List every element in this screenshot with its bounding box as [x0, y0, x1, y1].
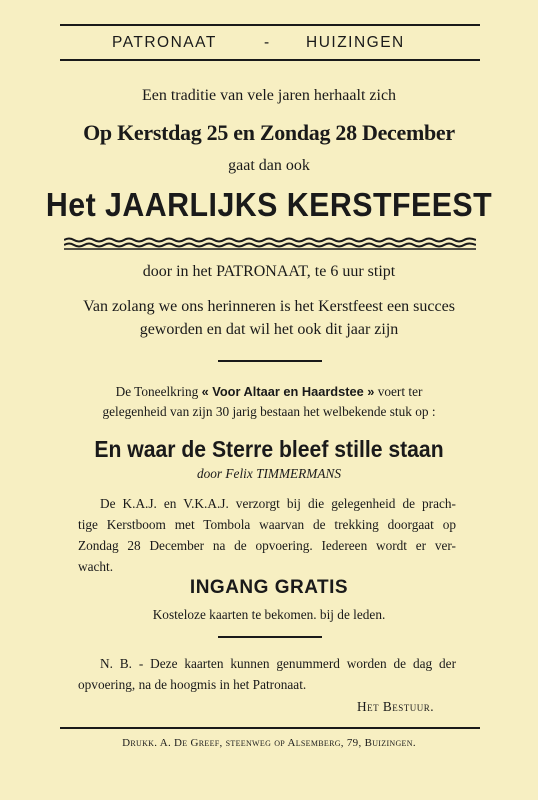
- kaj-line-2: tige Kerstboom met Tombola waarvan de trekking doorgaat op: [78, 517, 456, 532]
- success-line-2: geworden en dat wil het ook dit jaar zijn: [139, 321, 399, 338]
- entry-free-heading: INGANG GRATIS: [189, 577, 349, 598]
- top-rule: [60, 24, 480, 26]
- author-name: TIMMERMANS: [256, 466, 342, 481]
- wavy-underline: [64, 237, 476, 251]
- signature: Het Bestuur.: [357, 699, 435, 714]
- kaj-line-3: Zondag 28 December na de opvoering. Iedereen wordt er ver-: [78, 538, 456, 553]
- header-left: PATRONAAT: [112, 34, 217, 51]
- play-title: En waar de Sterre bleef stille staan: [94, 436, 444, 462]
- bottom-rule: [60, 727, 480, 729]
- theatre-intro: De Toneelkring: [115, 384, 199, 399]
- divider-2: [218, 636, 322, 638]
- kaj-line-1: De K.A.J. en V.K.A.J. verzorgt bij die gelegenheid de prach-: [100, 496, 456, 511]
- theatre-line-1: [0, 384, 538, 400]
- author-prefix: door Felix: [196, 466, 253, 481]
- nb-line-2: opvoering, na de hoogmis in het Patronaat.: [78, 677, 307, 692]
- nb-line-1: N. B. - Deze kaarten kunnen genummerd worden de dag der: [100, 656, 456, 671]
- theatre-line-2: gelegenheid van zijn 30 jarig bestaan het welbekende stuk op :: [102, 404, 436, 419]
- success-line-1: Van zolang we ons herinneren is het Kerstfeest een succes: [83, 298, 455, 315]
- main-title: Het JAARLIJKS KERSTFEEST: [45, 186, 493, 223]
- header-rule: [60, 59, 480, 61]
- location-text: door in het PATRONAAT, te 6 uur stipt: [142, 263, 396, 280]
- header-dash: -: [264, 34, 271, 51]
- dates-headline: Op Kerstdag 25 en Zondag 28 December: [83, 120, 455, 145]
- header: [112, 34, 432, 56]
- theatre-intro-end: voert ter: [377, 384, 423, 399]
- kaj-line-4: wacht.: [78, 559, 114, 574]
- divider-1: [218, 360, 322, 362]
- intro-text: Een traditie van vele jaren herhaalt zich: [141, 87, 397, 104]
- printer-credit: Drukk. A. De Greef, steenweg op Alsemberg, 79, Buizingen.: [122, 737, 416, 749]
- author-line: [0, 466, 538, 482]
- header-right: HUIZINGEN: [306, 34, 405, 51]
- also-text: gaat dan ook: [228, 157, 310, 174]
- theatre-group-name: « Voor Altaar en Haardstee »: [201, 384, 375, 399]
- tickets-text: Kosteloze kaarten te bekomen. bij de leden.: [152, 607, 386, 622]
